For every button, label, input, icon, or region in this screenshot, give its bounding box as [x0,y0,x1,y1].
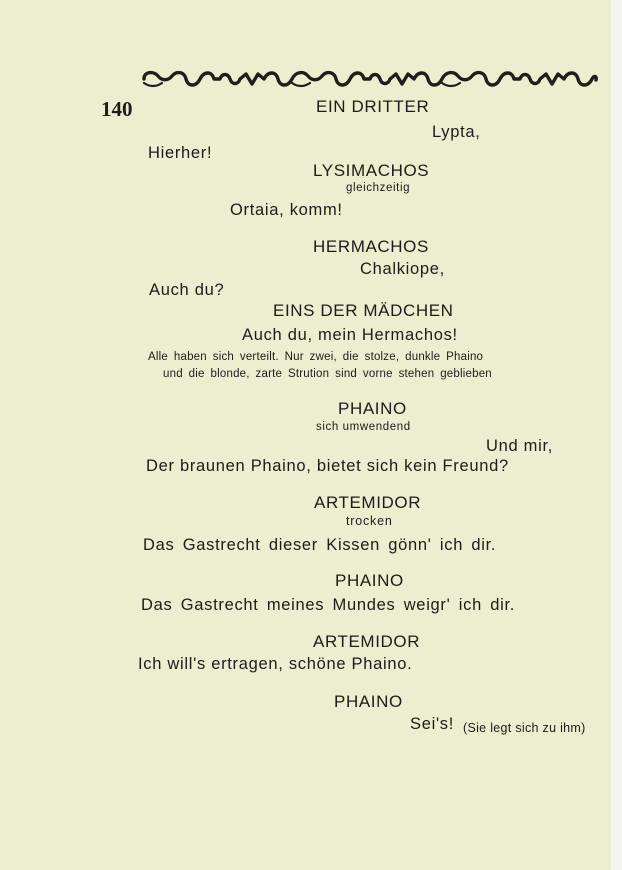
stage-direction: Alle haben sich verteilt. Nur zwei, die stolze, dunkle Phaino [148,351,484,363]
speaker-name: PHAINO [338,399,407,418]
verse-line: Das Gastrecht dieser Kissen gönn' ich dir. [143,536,497,554]
verse-line: Und mir, [486,437,554,455]
verse-line: Ich will's ertragen, schöne Phaino. [138,655,413,673]
page-number: 140 [101,97,133,121]
speaker-name: ARTEMIDOR [314,493,422,512]
verse-line: Lypta, [432,123,481,141]
page-edge [611,0,622,870]
speaker-name: ARTEMIDOR [313,632,421,651]
verse-line: Hierher! [148,144,213,162]
stage-direction: sich umwendend [316,421,411,433]
verse-line: Sei's! [410,715,455,733]
verse-line: Das Gastrecht meines Mundes weigr' ich dir. [141,596,516,614]
speaker-name: PHAINO [334,692,403,711]
speaker-name: EIN DRITTER [316,97,430,116]
verse-line: Ortaia, komm! [230,201,343,219]
speaker-name: LYSIMACHOS [313,161,430,180]
speaker-name: EINS DER MÄDCHEN [273,301,454,320]
speaker-name: PHAINO [335,571,404,590]
stage-direction: (Sie legt sich zu ihm) [463,721,586,735]
stage-direction: und die blonde, zarte Strution sind vorne stehen geblieben [163,368,492,380]
verse-line: Chalkiope, [360,260,445,278]
stage-direction: gleichzeitig [346,182,411,194]
verse-line: Der braunen Phaino, bietet sich kein Freund? [146,457,509,475]
verse-line: Auch du? [149,281,225,299]
stage-direction: trocken [346,514,393,528]
ornamental-border-icon [142,68,598,90]
verse-line: Auch du, mein Hermachos! [242,326,458,344]
speaker-name: HERMACHOS [313,237,429,256]
